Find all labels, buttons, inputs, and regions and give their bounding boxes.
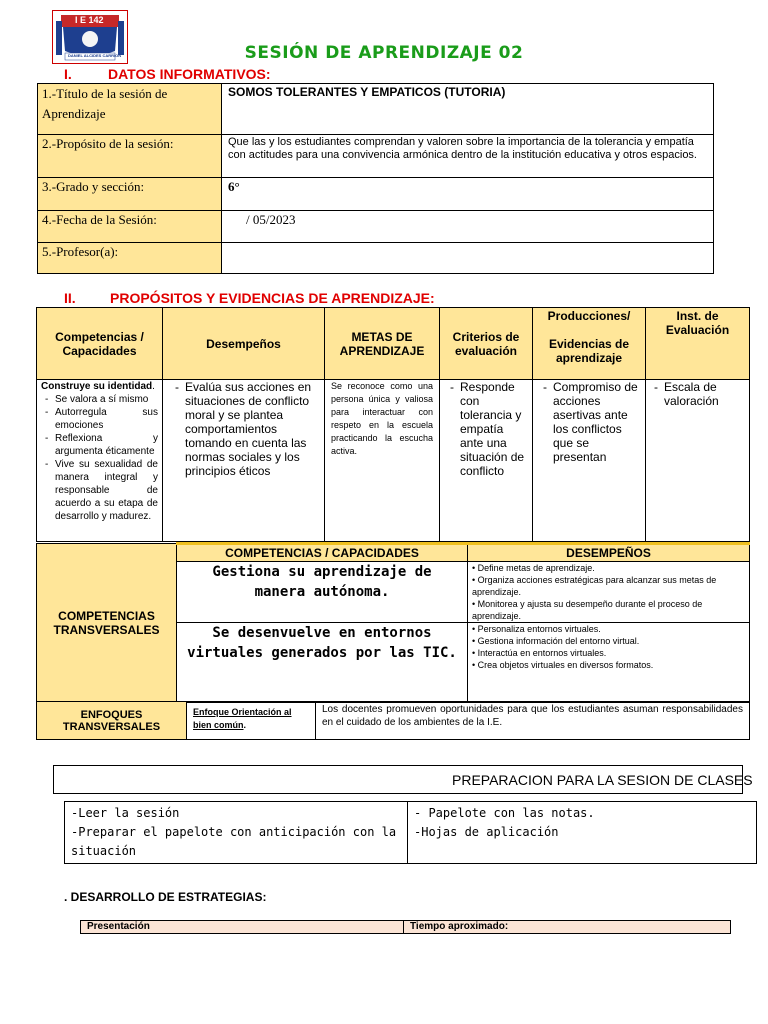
list-item: - Vive su sexualidad de manera integral y responsable de acuerdo a su etapa de desarrollo y madurez. [55, 458, 158, 523]
list-item: • Organiza acciones estratégicas para alcanzar sus metas de aprendizaje. [472, 574, 745, 598]
header-criteria: Criterios de evaluación [440, 308, 533, 380]
section-1-title: DATOS INFORMATIVOS: [108, 66, 271, 82]
header-instrument: Inst. de Evaluación [646, 308, 750, 380]
list-item: • Crea objetos virtuales en diversos formatos. [472, 659, 745, 671]
info-label: 4.-Fecha de la Sesión: [38, 211, 222, 243]
prep-item: -Preparar el papelote con anticipación con la situación [71, 825, 397, 858]
prep-right-cell [408, 802, 757, 864]
evidence-text: - Compromiso de acciones asertivas ante los conflictos que se presentan [553, 380, 639, 464]
section-2-title: PROPÓSITOS Y EVIDENCIAS DE APRENDIZAJE: [110, 290, 435, 306]
instrument-text: - Escala de valoración [664, 380, 745, 408]
info-value: / 05/2023 [222, 211, 714, 243]
transversal-perf-2 [468, 623, 750, 703]
info-value: Que las y los estudiantes comprendan y valoren sobre la importancia de la tolerancia y empatía con actitudes para una convivencia armónica dentro de la institución educativa y otros espacios. [222, 135, 714, 178]
prep-item: - Papelote con las notas. [414, 806, 595, 820]
page-title: SESIÓN DE APRENDIZAJE 02 [244, 43, 524, 63]
competency-cell [37, 380, 163, 542]
info-value [222, 243, 714, 274]
criteria-text: - Responde con tolerancia y empatía ante una situación de conflicto [460, 380, 526, 478]
list-item: - Reflexiona y argumenta éticamente [55, 432, 158, 458]
approach-table [36, 701, 750, 740]
prep-left-cell [65, 802, 408, 864]
strategies-col1: Presentación [81, 921, 404, 934]
strategies-table [80, 920, 731, 934]
criteria-cell [440, 380, 533, 542]
info-value: SOMOS TOLERANTES Y EMPATICOS (TUTORIA) [222, 84, 714, 135]
approach-desc: Los docentes promueven oportunidades para que los estudiantes asuman responsabilidades en el cuidado de los ambientes de la I.E. [316, 702, 750, 740]
list-item: • Gestiona información del entorno virtual. [472, 635, 745, 647]
prep-item: -Hojas de aplicación [414, 825, 559, 839]
header-evidence [533, 308, 646, 380]
header-competencies: Competencias / Capacidades [37, 308, 163, 380]
prep-title: PREPARACION PARA LA SESION DE CLASES [452, 772, 753, 788]
list-item: - Autorregula sus emociones [55, 406, 158, 432]
header-performance: Desempeños [163, 308, 325, 380]
header-productions: Producciones/ [547, 309, 631, 323]
logo-text: I E 142 [75, 15, 104, 25]
instrument-cell [646, 380, 750, 542]
goal-text: Se reconoce como una persona única y valiosa para interactuar con respeto en la escuela practicando la escucha activa. [325, 380, 440, 542]
approach-name: Enfoque Orientación al bien común [193, 707, 292, 730]
approach-label: ENFOQUES TRANSVERSALES [37, 702, 187, 740]
transversal-comp-1: Gestiona su aprendizaje de manera autónoma. [177, 562, 468, 623]
transversal-comp-2: Se desenvuelve en entornos virtuales generados por las TIC. [177, 623, 468, 703]
strategies-col2: Tiempo aproximado: [404, 921, 731, 934]
list-item: • Define metas de aprendizaje. [472, 562, 745, 574]
performance-cell [163, 380, 325, 542]
info-label: 5.-Profesor(a): [38, 243, 222, 274]
transversal-col2-header: DESEMPEÑOS [468, 544, 750, 562]
evidence-cell [533, 380, 646, 542]
header-evidence-label: Evidencias de aprendizaje [548, 337, 630, 365]
section-1-number: I. [64, 66, 72, 82]
info-label: 2.-Propósito de la sesión: [38, 135, 222, 178]
transversal-perf-1 [468, 562, 750, 623]
transversal-label: COMPETENCIAS TRANSVERSALES [37, 544, 177, 703]
purposes-table [36, 307, 750, 542]
transversal-table [36, 542, 750, 703]
prep-table [64, 801, 757, 864]
header-goals: METAS DE APRENDIZAJE [325, 308, 440, 380]
info-label: 1.-Título de la sesión de Aprendizaje [38, 84, 222, 135]
list-item: - Se valora a sí mismo [55, 393, 158, 406]
info-label: 3.-Grado y sección: [38, 178, 222, 211]
transversal-col1-header: COMPETENCIAS / CAPACIDADES [177, 544, 468, 562]
section-2-number: II. [64, 290, 76, 306]
approach-name-cell: Enfoque Orientación al bien común. [187, 702, 316, 740]
performance-text: - Evalúa sus acciones en situaciones de conflicto moral y se plantea comportamientos tomando en cuenta las normas sociales y los principios éticos [185, 380, 318, 478]
info-table [37, 83, 714, 274]
info-value: 6° [222, 178, 714, 211]
strategies-title: . DESARROLLO DE ESTRATEGIAS: [64, 890, 267, 904]
list-item: • Interactúa en entornos virtuales. [472, 647, 745, 659]
competency-title: Construye su identidad. [41, 381, 155, 392]
list-item: • Personaliza entornos virtuales. [472, 623, 745, 635]
logo-caption: DANIEL ALCIDES CARRION [68, 53, 122, 58]
prep-item: -Leer la sesión [71, 806, 180, 820]
list-item: • Monitorea y ajusta su desempeño durante el proceso de aprendizaje. [472, 598, 745, 622]
